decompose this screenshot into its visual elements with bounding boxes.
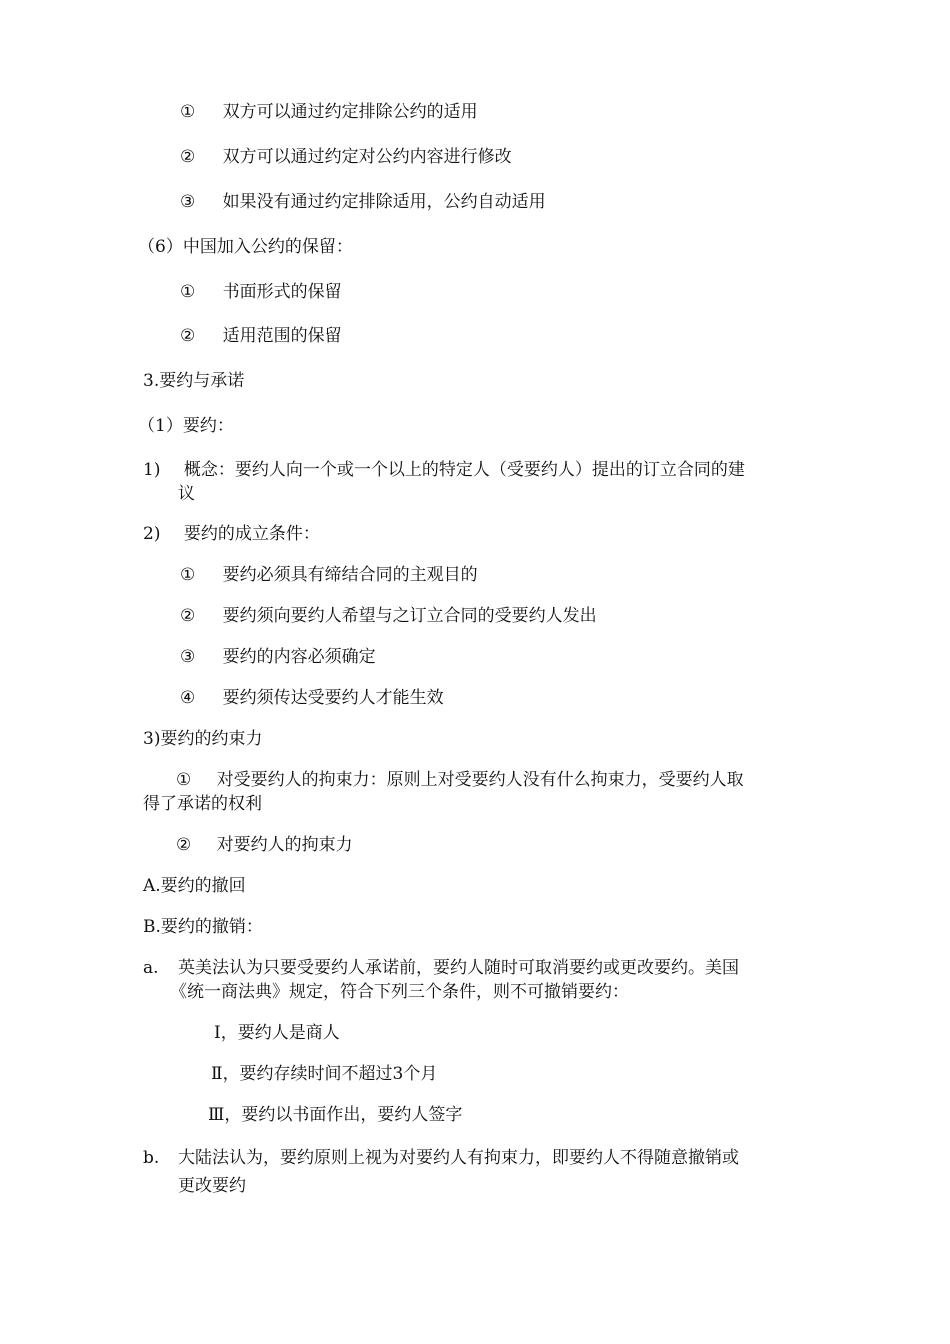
item-marker: ② bbox=[180, 326, 196, 346]
paragraph-continuation: 得了承诺的权利 bbox=[143, 794, 262, 814]
item-marker: ② bbox=[180, 606, 196, 626]
lettered-paragraph bbox=[143, 956, 739, 980]
list-item bbox=[180, 100, 478, 124]
item-text: ，要约人是商人 bbox=[220, 1023, 340, 1043]
section-heading: （6）中国加入公约的保留： bbox=[138, 237, 353, 257]
sub-heading: B.要约的撤销： bbox=[143, 917, 263, 937]
item-marker: ③ bbox=[180, 192, 196, 212]
list-item bbox=[180, 686, 444, 710]
list-item bbox=[208, 1103, 462, 1127]
list-item bbox=[214, 1021, 340, 1045]
item-text: 概念：要约人向一个或一个以上的特定人（受要约人）提出的订立合同的建 bbox=[183, 460, 745, 480]
item-text: 要约的成立条件： bbox=[183, 524, 320, 544]
paragraph-continuation: 更改要约 bbox=[178, 1176, 246, 1196]
item-marker: Ⅲ bbox=[208, 1105, 225, 1125]
item-marker: ③ bbox=[180, 647, 196, 667]
item-marker: Ⅱ bbox=[211, 1064, 223, 1084]
paragraph-continuation: 《统一商法典》规定，符合下列三个条件，则不可撤销要约： bbox=[170, 982, 629, 1002]
list-item bbox=[180, 324, 342, 348]
item-marker: ② bbox=[176, 835, 192, 855]
item-marker: a. bbox=[143, 958, 159, 978]
item-marker: Ⅰ bbox=[214, 1023, 221, 1043]
list-item bbox=[180, 145, 512, 169]
item-text: ，要约存续时间不超过3个月 bbox=[222, 1064, 438, 1084]
item-text: 对受要约人的拘束力：原则上对受要约人没有什么拘束力，受要约人取 bbox=[216, 770, 744, 790]
item-text: 书面形式的保留 bbox=[222, 282, 342, 302]
item-text: 对要约人的拘束力 bbox=[216, 835, 353, 855]
sub-heading: （1）要约： bbox=[138, 416, 234, 436]
sub-heading: A.要约的撤回 bbox=[143, 876, 246, 896]
item-text: ，要约以书面作出，要约人签字 bbox=[224, 1105, 463, 1125]
lettered-paragraph bbox=[143, 1146, 739, 1170]
item-marker: b. bbox=[143, 1148, 160, 1168]
numbered-paragraph bbox=[143, 522, 320, 546]
list-item bbox=[180, 280, 342, 304]
item-marker: 1) bbox=[143, 460, 161, 480]
item-text: 适用范围的保留 bbox=[222, 326, 342, 346]
item-marker: ① bbox=[176, 770, 192, 790]
item-text: 要约的内容必须确定 bbox=[222, 647, 376, 667]
list-item bbox=[180, 645, 376, 669]
list-item bbox=[180, 604, 597, 628]
item-text: 双方可以通过约定排除公约的适用 bbox=[222, 102, 478, 122]
item-text: 大陆法认为，要约原则上视为对要约人有拘束力，即要约人不得随意撤销或 bbox=[178, 1148, 739, 1168]
item-marker: ② bbox=[180, 147, 196, 167]
item-marker: ④ bbox=[180, 688, 196, 708]
list-item bbox=[180, 563, 478, 587]
item-text: 英美法认为只要受要约人承诺前，要约人随时可取消要约或更改要约。美国 bbox=[178, 958, 739, 978]
item-marker: ① bbox=[180, 565, 196, 585]
item-text: 要约须传达受要约人才能生效 bbox=[222, 688, 444, 708]
item-text: 如果没有通过约定排除适用，公约自动适用 bbox=[222, 192, 546, 212]
sub-heading: 3)要约的约束力 bbox=[143, 729, 263, 749]
item-marker: ① bbox=[180, 102, 196, 122]
item-text: 要约须向要约人希望与之订立合同的受要约人发出 bbox=[222, 606, 597, 626]
item-text: 双方可以通过约定对公约内容进行修改 bbox=[222, 147, 512, 167]
section-heading: 3.要约与承诺 bbox=[143, 371, 245, 391]
item-marker: 2) bbox=[143, 524, 161, 544]
list-item bbox=[176, 833, 353, 857]
list-item bbox=[211, 1062, 437, 1086]
numbered-paragraph bbox=[143, 458, 745, 482]
paragraph-continuation: 议 bbox=[178, 484, 195, 504]
item-marker: ① bbox=[180, 282, 196, 302]
list-item bbox=[180, 190, 546, 214]
list-item bbox=[176, 768, 744, 792]
item-text: 要约必须具有缔结合同的主观目的 bbox=[222, 565, 478, 585]
